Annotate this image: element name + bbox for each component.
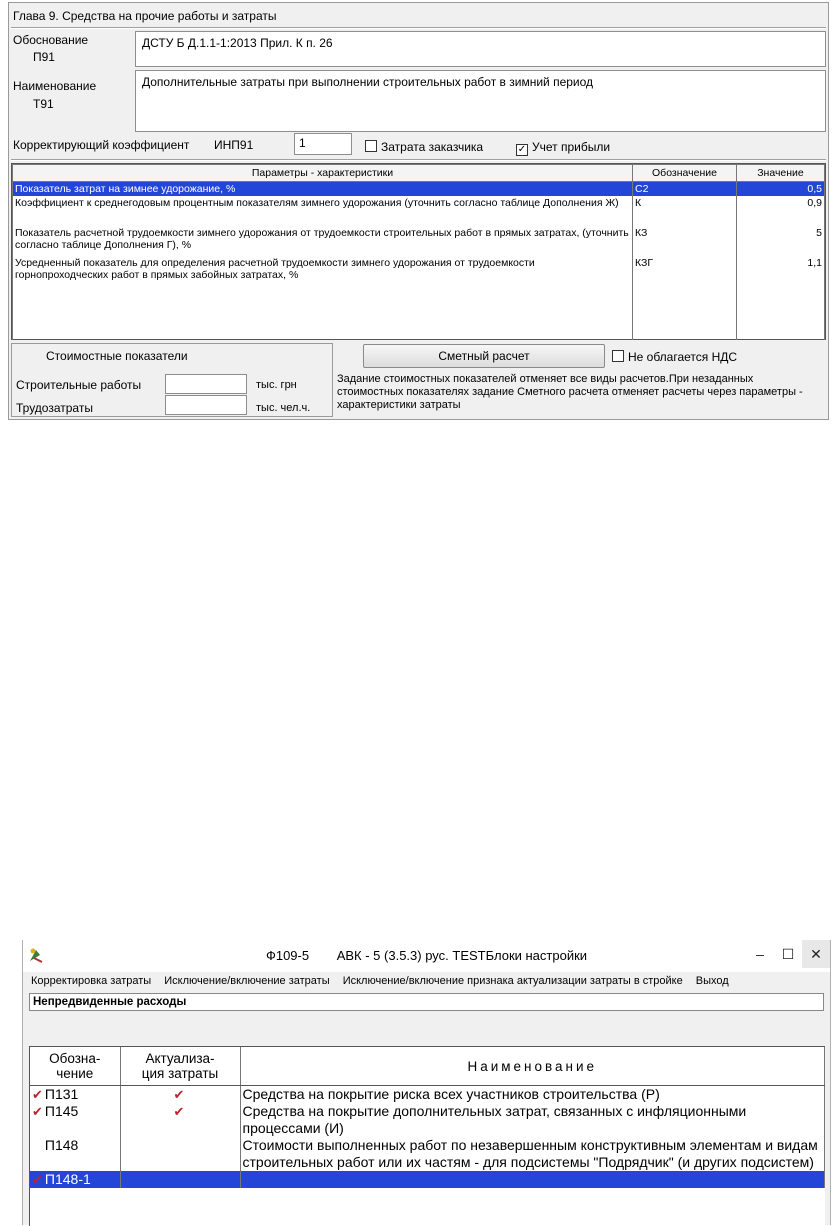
menu-correct-cost[interactable]: Корректировка затраты (31, 975, 152, 987)
name-value: Дополнительные затраты при выполнении строительных работ в зимний период (142, 75, 594, 89)
value-cell[interactable]: 1,1 (737, 256, 825, 340)
row-code: П148-1 (44, 1171, 91, 1187)
param-cell[interactable]: Показатель расчетной трудоемкости зимнего удорожания от трудоемкости строительных работ в прямых затратах, (уточнить согласно таблице Дополнения Г), % (13, 226, 633, 256)
menu-toggle-cost[interactable]: Исключение/включение затраты (164, 975, 330, 987)
settings-window (22, 940, 831, 1225)
table-row[interactable] (30, 1171, 825, 1188)
table-row[interactable] (13, 226, 825, 256)
check-icon: ✔ (32, 1172, 43, 1187)
header-parameters[interactable]: Параметры - характеристики (13, 165, 633, 182)
code-cell[interactable]: С2 (633, 182, 737, 197)
divider (11, 27, 826, 29)
name-code: Т91 (33, 97, 54, 111)
cost-title: Стоимостные показатели (46, 349, 188, 363)
code-cell[interactable] (30, 1103, 120, 1137)
code-cell[interactable] (30, 1171, 120, 1188)
parameters-table[interactable] (11, 163, 826, 340)
close-icon[interactable]: ✕ (802, 940, 830, 968)
check-icon: ✔ (32, 1087, 43, 1102)
labor-unit: тыс. чел.ч. (256, 402, 311, 414)
check-icon: ✔ (173, 1087, 185, 1102)
coef-value: 1 (299, 136, 306, 150)
menu-exit[interactable]: Выход (695, 975, 729, 987)
code-cell[interactable] (30, 1137, 120, 1171)
customer-cost-box[interactable] (365, 140, 377, 152)
profit-label: Учет прибыли (532, 140, 611, 154)
minimize-icon[interactable]: – (756, 946, 764, 962)
header-value[interactable]: Значение (737, 165, 825, 182)
name-cell[interactable] (240, 1171, 825, 1188)
header-designation[interactable] (30, 1047, 120, 1086)
row-code: П145 (44, 1103, 79, 1119)
check-icon: ✔ (173, 1104, 185, 1119)
profit-checkbox[interactable] (516, 140, 610, 156)
coef-input[interactable] (294, 133, 352, 155)
profit-box[interactable]: ✓ (517, 144, 527, 155)
construction-unit: тыс. грн (256, 379, 297, 391)
name-field[interactable] (135, 70, 826, 132)
divider (11, 159, 826, 161)
coef-label: Корректирующий коэффициент (13, 138, 190, 152)
header-designation-label: Обозна- чение (49, 1051, 101, 1081)
header-actualization-label: Актуализа- ция затраты (141, 1051, 219, 1081)
value-cell[interactable]: 0,5 (737, 182, 825, 197)
table-row[interactable] (30, 1086, 825, 1104)
coef-code: ИНП91 (214, 138, 254, 152)
header-actualization[interactable] (120, 1047, 240, 1086)
cost-items-grid[interactable] (29, 1046, 825, 1226)
param-cell[interactable]: Усредненный показатель для определения расчетной трудоемкости зимнего удорожания от трудоемкости горнопроходческих работ в прямых забойных затратах, % (13, 256, 633, 340)
param-cell[interactable]: Коэффициент к среднегодовым процентным показателям зимнего удорожания (уточнить согласно таблице Дополнения Ж) (13, 196, 633, 226)
actualization-cell[interactable] (120, 1086, 240, 1104)
construction-label: Строительные работы (16, 378, 142, 392)
customer-cost-label: Затрата заказчика (381, 140, 484, 154)
name-cell[interactable]: Средства на покрытие риска всех участников строительства (Р) (240, 1086, 825, 1104)
menu-bar (23, 972, 830, 992)
basis-label: Обоснование (13, 33, 89, 47)
table-row[interactable] (30, 1103, 825, 1137)
cost-indicators-box (11, 343, 333, 417)
estimate-calc-button[interactable]: Сметный расчет (363, 344, 605, 368)
code-cell[interactable] (30, 1086, 120, 1104)
labor-input[interactable] (165, 395, 247, 415)
chapter-title: Глава 9. Средства на прочие работы и затраты (13, 9, 277, 23)
note-text: Задание стоимостных показателей отменяет все виды расчетов.При незаданных стоимостных показателях задание Сметного расчета отменяет расчеты через параметры - характеристики затраты (337, 373, 803, 411)
actualization-cell[interactable] (120, 1171, 240, 1188)
vat-label: Не облагается НДС (628, 350, 738, 364)
construction-input[interactable] (165, 374, 247, 394)
name-label: Наименование (13, 79, 97, 93)
vat-checkbox[interactable] (612, 350, 737, 364)
value-cell[interactable]: 5 (737, 226, 825, 256)
row-code: П148 (44, 1137, 79, 1153)
title-bar[interactable] (23, 940, 830, 972)
param-cell[interactable]: Показатель затрат на зимнее удорожание, % (13, 182, 633, 197)
basis-field[interactable] (135, 31, 826, 67)
title-app-name: АВК - 5 (3.5.3) рус. TESTБлоки настройки (336, 948, 588, 963)
value-cell[interactable]: 0,9 (737, 196, 825, 226)
header-name-label: Наименование (467, 1058, 598, 1074)
table-row[interactable] (13, 256, 825, 340)
table-row[interactable] (13, 196, 825, 226)
basis-code: П91 (33, 50, 55, 64)
section-blank-area (29, 1012, 824, 1046)
actualization-cell[interactable] (120, 1103, 240, 1137)
row-code: П131 (44, 1086, 79, 1102)
title-form-code: Ф109-5 (265, 948, 310, 963)
code-cell[interactable]: КЗ (633, 226, 737, 256)
table-row[interactable] (13, 182, 825, 197)
basis-value: ДСТУ Б Д.1.1-1:2013 Прил. К п. 26 (142, 36, 333, 50)
window-controls (746, 940, 830, 970)
cost-form-panel (8, 2, 829, 420)
code-cell[interactable]: КЗГ (633, 256, 737, 340)
labor-label: Трудозатраты (16, 401, 93, 415)
name-cell[interactable]: Стоимости выполненных работ по незавершенным конструктивным элементам и видам строительных работ или их частям - для подсистемы "Подрядчик" (и других подсистем) (240, 1137, 825, 1171)
code-cell[interactable]: К (633, 196, 737, 226)
table-row[interactable] (30, 1137, 825, 1171)
maximize-icon[interactable]: ☐ (781, 946, 795, 962)
window-title (23, 948, 830, 963)
menu-toggle-actualization[interactable]: Исключение/включение признака актуализации затраты в стройке (342, 975, 683, 987)
vat-box[interactable] (612, 350, 624, 362)
customer-cost-checkbox[interactable] (365, 140, 483, 154)
section-title: Непредвиденные расходы (29, 993, 824, 1011)
header-code[interactable]: Обозначение (633, 165, 737, 182)
actualization-cell[interactable] (120, 1137, 240, 1171)
header-name[interactable] (240, 1047, 825, 1086)
check-icon: ✔ (32, 1104, 43, 1119)
name-cell[interactable]: Средства на покрытие дополнительных затрат, связанных с инфляционными процессами (И) (240, 1103, 825, 1137)
